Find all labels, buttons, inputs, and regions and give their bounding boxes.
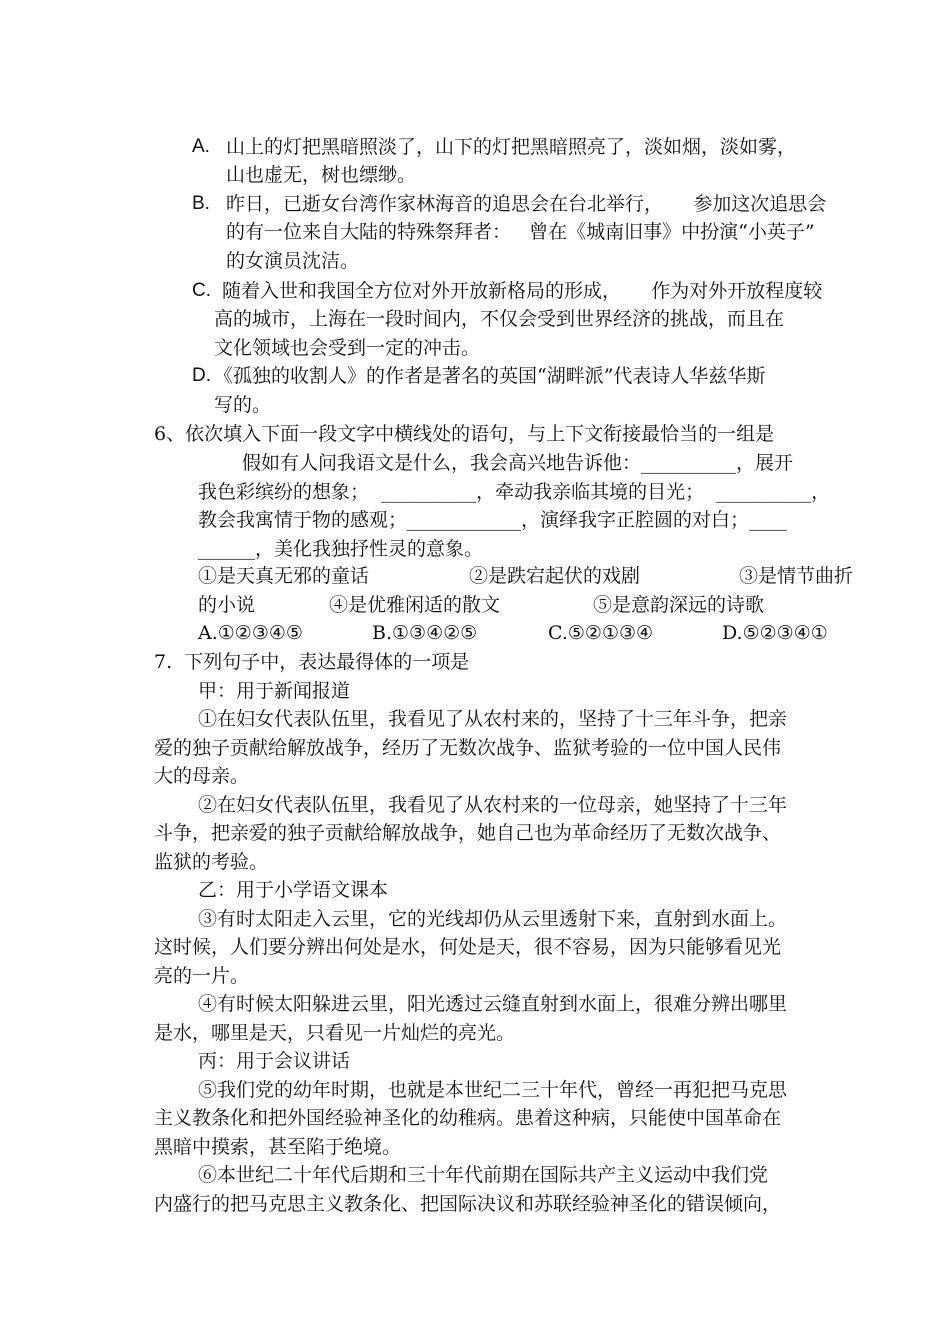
q5-option-c-label: C. — [192, 280, 211, 301]
q7-s5-line1: ⑤我们党的幼年时期，也就是本世纪二三十年代，曾经一再犯把马克思 — [198, 1079, 788, 1101]
q5-option-d-line1: 《孤独的收割人》的作者是著名的英国“湖畔派”代表诗人华兹华斯 — [214, 365, 766, 387]
q6-answer-a: A.①②③④⑤ — [198, 622, 303, 644]
q5-option-c-line1: 随着入世和我国全方位对外开放新格局的形成， 作为对外开放程度较 — [222, 280, 823, 302]
q5-option-a-line1: 山上的灯把黑暗照淡了，山下的灯把黑暗照亮了，淡如烟，淡如雾， — [226, 136, 797, 158]
q6-passage-line2: 我色彩缤纷的想象； __________，牵动我亲临其境的目光； __________， — [198, 481, 831, 503]
q7-s1-line3: 大的母亲。 — [154, 765, 250, 787]
q7-s3-line3: 亮的一片。 — [154, 965, 250, 987]
q7-s2-line1: ②在妇女代表队伍里，我看见了从农村来的一位母亲，她坚持了十三年 — [198, 794, 788, 816]
q7-s5-line3: 黑暗中摸索，甚至陷于绝境。 — [154, 1136, 402, 1158]
q6-item-3: ③是情节曲折 — [739, 565, 854, 587]
q6-passage-line4: ______，美化我独抒性灵的意象。 — [198, 538, 484, 560]
q7-s2-line3: 监狱的考验。 — [154, 851, 269, 873]
q7-s2-line2: 斗争，把亲爱的独子贡献给解放战争，她自己也为革命经历了无数次战争、 — [154, 822, 782, 844]
q7-bing-heading: 丙：用于会议讲话 — [198, 1050, 351, 1072]
q5-option-a-line2: 山也虚无，树也缥缈。 — [226, 164, 417, 186]
q6-passage-line1: 假如有人问我语文是什么，我会高兴地告诉他：__________，展开 — [242, 452, 794, 474]
q6-item-3-cont: 的小说 — [198, 594, 256, 616]
q7-s6-line1: ⑥本世纪二十年代后期和三十年代前期在国际共产主义运动中我们党 — [198, 1164, 769, 1186]
q7-jia-heading: 甲：用于新闻报道 — [198, 680, 351, 702]
q5-option-d-label: D. — [192, 365, 211, 386]
q7-yi-heading: 乙：用于小学语文课本 — [198, 879, 389, 901]
q7-s4-line2: 是水，哪里是天，只看见一片灿烂的亮光。 — [154, 1022, 516, 1044]
q7-stem: 7. 下列句子中，表达最得体的一项是 — [154, 651, 470, 673]
q6-item-2: ②是跌宕起伏的戏剧 — [469, 565, 641, 587]
q6-item-5: ⑤是意韵深远的诗歌 — [593, 594, 765, 616]
q5-option-b-label: B. — [192, 193, 210, 214]
q6-passage-line3: 教会我寓情于物的感观；____________，演绎我字正腔圆的对白；____ — [198, 509, 788, 531]
q5-option-b-line2: 的有一位来自大陆的特殊祭拜者： 曾在《城南旧事》中扮演“小英子” — [226, 221, 815, 243]
q7-s1-line2: 爱的独子贡献给解放战争，经历了无数次战争、监狱考验的一位中国人民伟 — [154, 737, 782, 759]
q6-item-1: ①是天真无邪的童话 — [198, 565, 370, 587]
q7-s3-line2: 这时候，人们要分辨出何处是水，何处是天，很不容易，因为只能够看见光 — [154, 936, 782, 958]
q5-option-c-line3: 文化领域也会受到一定的冲击。 — [214, 337, 481, 359]
q5-option-b-line3: 的女演员沈洁。 — [226, 250, 360, 272]
q7-s1-line1: ①在妇女代表队伍里，我看见了从农村来的，坚持了十三年斗争，把亲 — [198, 708, 788, 730]
q5-option-b-line1: 昨日，已逝女台湾作家林海音的追思会在台北举行， 参加这次追思会 — [226, 193, 827, 215]
q5-option-a-label: A. — [192, 136, 210, 157]
q7-s5-line2: 主义教条化和把外国经验神圣化的幼稚病。患着这种病，只能使中国革命在 — [154, 1107, 782, 1129]
q6-answer-d: D.⑤②③④① — [722, 622, 828, 644]
q5-option-d-line2: 写的。 — [214, 394, 272, 416]
q6-answer-c: C.⑤②①③④ — [548, 622, 654, 644]
q5-option-c-line2: 高的城市，上海在一段时间内，不仅会受到世界经济的挑战，而且在 — [214, 308, 785, 330]
q6-answer-b: B.①③④②⑤ — [372, 622, 478, 644]
q7-s4-line1: ④有时候太阳躲进云里，阳光透过云缝直射到水面上，很难分辨出哪里 — [198, 993, 788, 1015]
q6-stem: 6、依次填入下面一段文字中横线处的语句，与上下文衔接最恰当的一组是 — [154, 423, 775, 445]
q7-s3-line1: ③有时太阳走入云里，它的光线却仍从云里透射下来，直射到水面上。 — [198, 908, 788, 930]
q7-s6-line2: 内盛行的把马克思主义教条化、把国际决议和苏联经验神圣化的错误倾向， — [154, 1193, 782, 1215]
q6-item-4: ④是优雅闲适的散文 — [329, 594, 501, 616]
